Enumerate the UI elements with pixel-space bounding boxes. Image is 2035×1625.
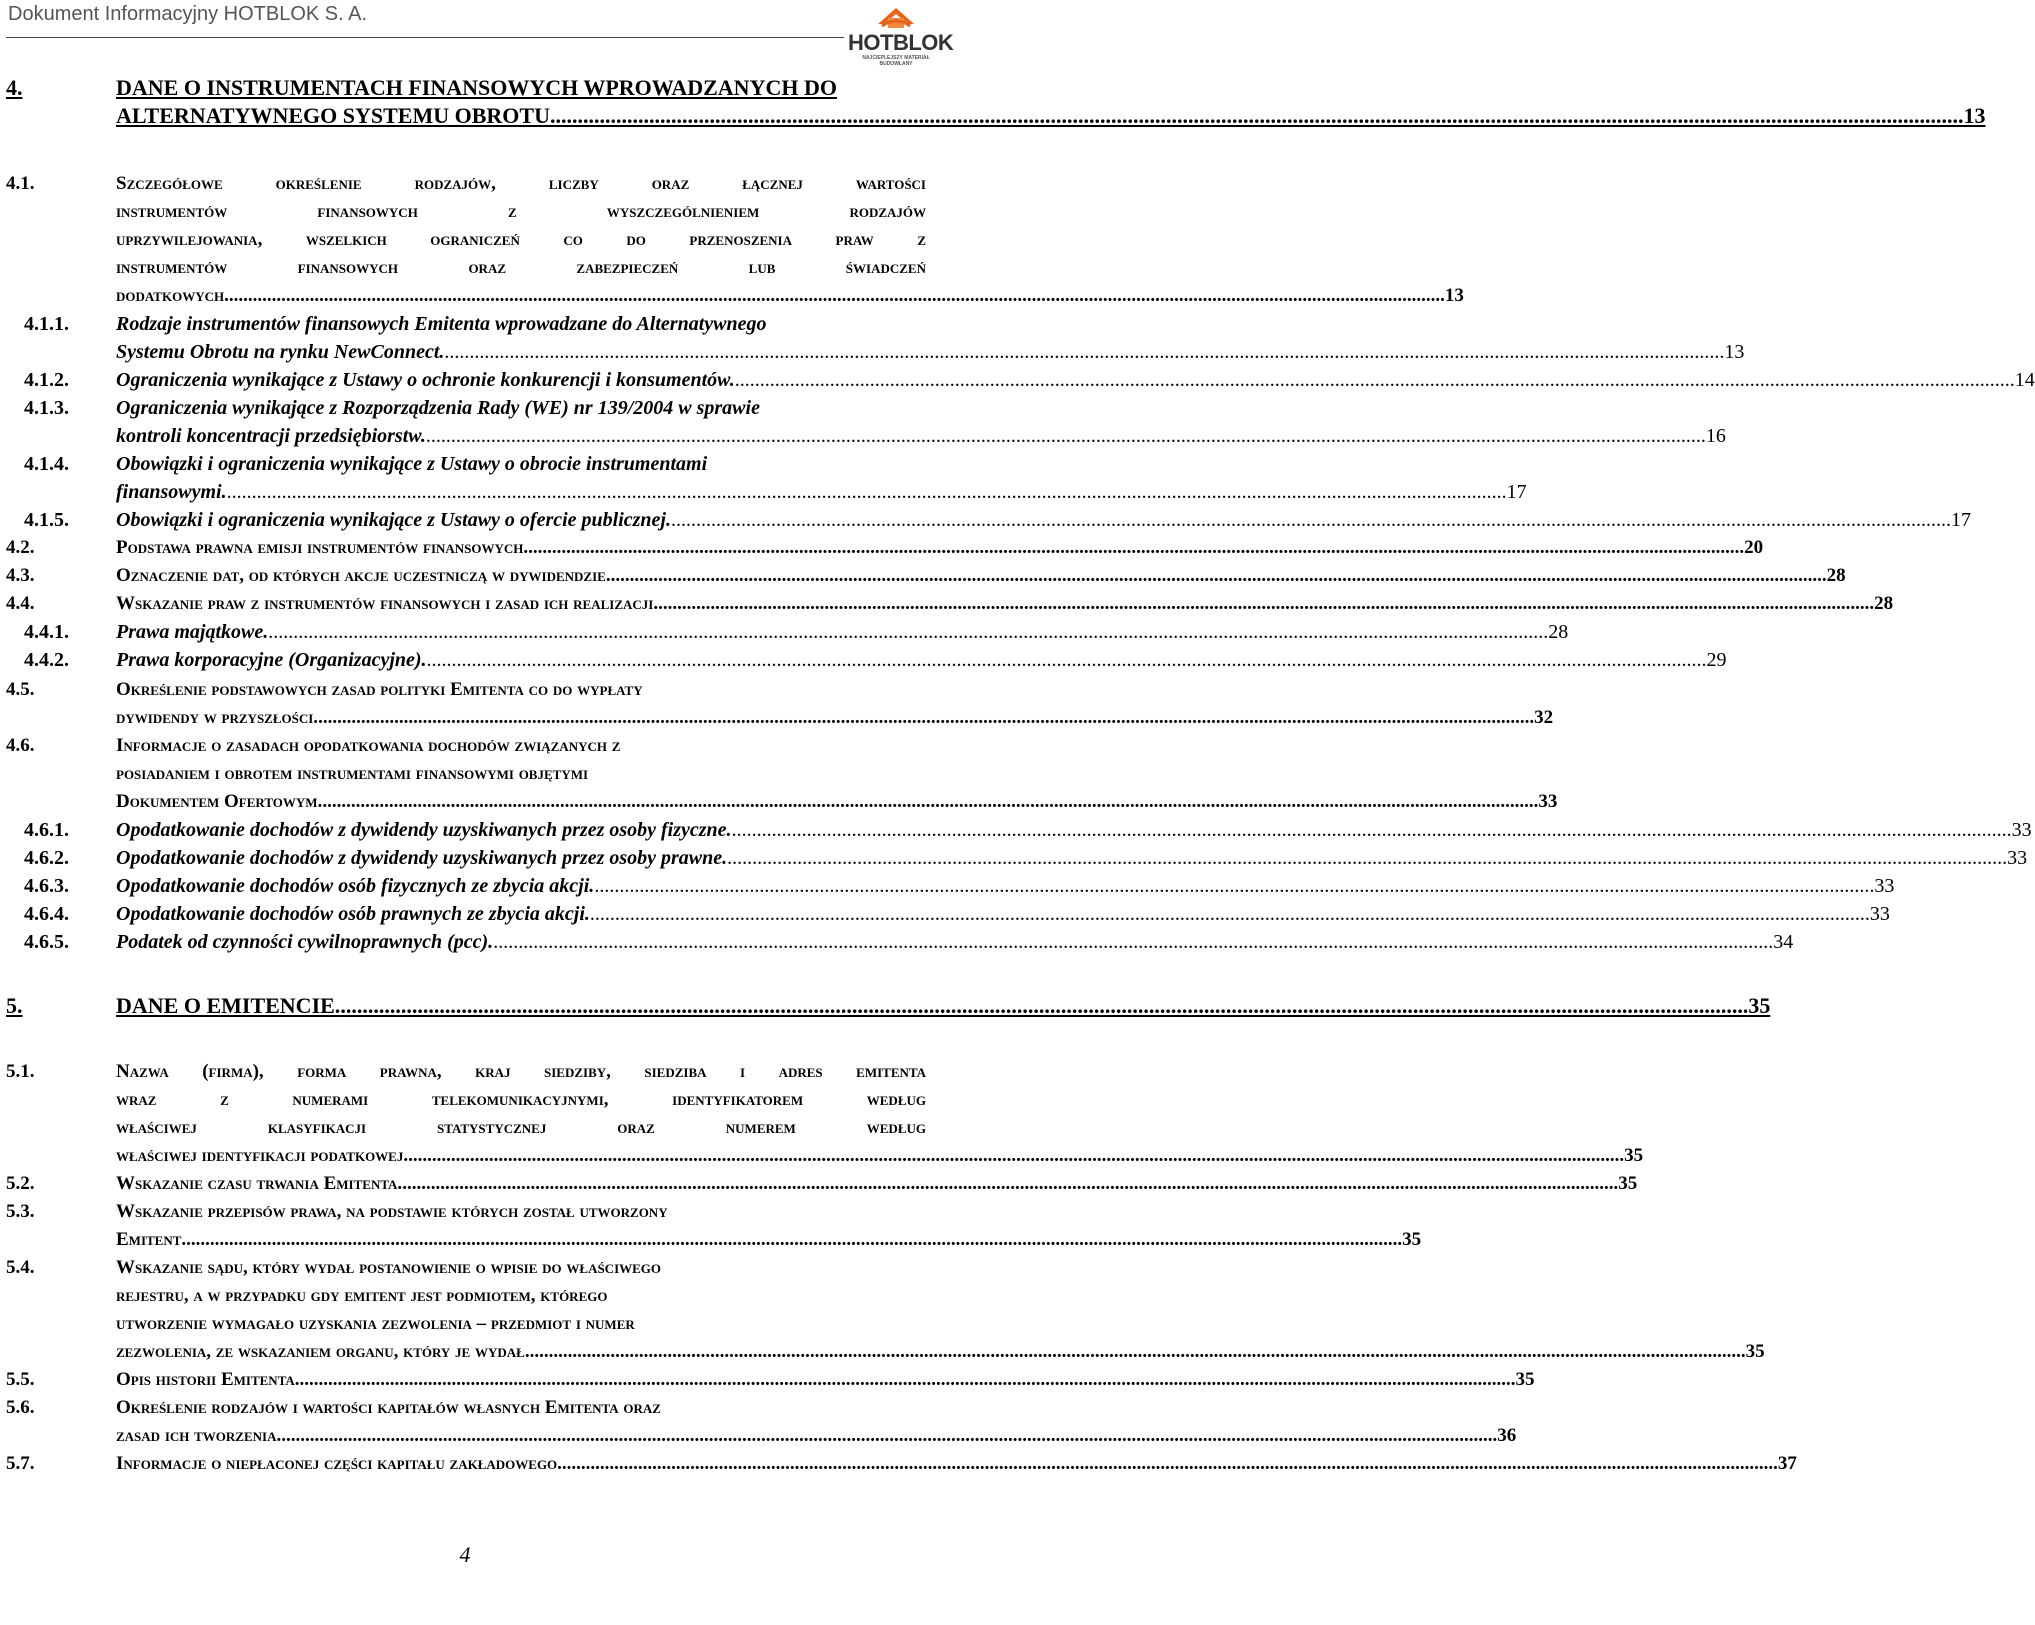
leader-dots [671, 506, 1951, 534]
toc-entry-4-line2: ALTERNATYWNEGO SYSTEMU OBROTU. [116, 103, 556, 128]
toc-entry-5-7-text: Informacje o niepłaconej części kapitału zakładowego. [116, 1453, 562, 1474]
toc-page-5-6: 36 [1497, 1425, 1517, 1446]
toc-number-4-6-2: 4.6.2. [24, 847, 69, 869]
toc-page-4-6-5: 34 [1773, 931, 1794, 953]
toc-entry-4-6[interactable] [116, 788, 1558, 816]
toc-entry-4-1-line4[interactable]: instrumentów finansowych oraz zabezpieczeń lub świadczeń [116, 257, 926, 278]
toc-entry-4-line1[interactable]: DANE O INSTRUMENTACH FINANSOWYCH WPROWADZANYCH DO [116, 75, 837, 100]
toc-entry-4-1-4[interactable] [116, 478, 1527, 506]
toc-entry-4-4-text: Wskazanie praw z instrumentów finansowych i zasad ich realizacji. [116, 593, 659, 614]
toc-entry-4-1-2[interactable] [116, 366, 2035, 394]
toc-page-4-6-3: 33 [1874, 875, 1895, 897]
toc-page-4: 13 [1963, 103, 1986, 128]
toc-entry-5-3[interactable] [116, 1226, 1422, 1254]
toc-number-4-1-2: 4.1.2. [24, 369, 69, 391]
toc-entry-4-2[interactable] [116, 534, 1764, 562]
toc-number-4-4-2: 4.4.2. [24, 649, 69, 671]
toc-number-5-3: 5.3. [6, 1201, 35, 1222]
toc-entry-5-4[interactable] [116, 1338, 1765, 1366]
toc-entry-4-5-line2: dywidendy w przyszłości. [116, 707, 319, 728]
toc-number-4-4: 4.4. [6, 593, 35, 614]
toc-entry-4-1-5[interactable] [116, 506, 1971, 534]
toc-page-4-4-1: 28 [1548, 621, 1569, 643]
toc-number-4-6-1: 4.6.1. [24, 819, 69, 841]
toc-number-5-2: 5.2. [6, 1173, 35, 1194]
toc-page-4-6: 33 [1538, 791, 1558, 812]
toc-entry-4-1-3-line1[interactable]: Ograniczenia wynikające z Rozporządzenia Rady (WE) nr 139/2004 w sprawie [116, 397, 760, 419]
header-divider [6, 37, 844, 38]
toc-entry-4-4-1[interactable] [116, 618, 1569, 646]
toc-page-5-7: 37 [1777, 1453, 1797, 1474]
toc-page-4-1-5: 17 [1951, 509, 1971, 531]
toc-entry-4-1-line3[interactable]: uprzywilejowania, wszelkich ograniczeń co do przenoszenia praw z [116, 229, 926, 250]
toc-number-4-1-3: 4.1.3. [24, 397, 69, 419]
toc-page-4-1-1: 13 [1724, 341, 1745, 363]
leader-dots [227, 478, 1507, 506]
toc-entry-5-4-line1[interactable]: Wskazanie sądu, który wydał postanowienie o wpisie do właściwego [116, 1257, 662, 1278]
toc-entry-5-4-line2[interactable]: rejestru, a w przypadku gdy emitent jest podmiotem, którego [116, 1285, 608, 1306]
toc-page-5-5: 35 [1515, 1369, 1535, 1390]
toc-entry-4[interactable] [116, 102, 1986, 130]
toc-entry-4-1[interactable] [116, 282, 1464, 310]
toc-entry-4-6-2[interactable] [116, 844, 2028, 872]
toc-number-4-1-1: 4.1.1. [24, 313, 69, 335]
toc-entry-5-1[interactable] [116, 1142, 1644, 1170]
leader-dots [340, 992, 1748, 1020]
leader-dots [528, 534, 1744, 562]
toc-entry-4-5-line1[interactable]: Określenie podstawowych zasad polityki Emitenta co do wypłaty [116, 679, 643, 700]
toc-entry-4-1-3[interactable] [116, 422, 1726, 450]
toc-entry-4-1-4-line2: finansowymi. [116, 481, 227, 503]
leader-dots [444, 338, 1724, 366]
toc-entry-5-7[interactable] [116, 1450, 1797, 1478]
toc-entry-5-4-line4: zezwolenia, ze wskazaniem organu, który je wydał. [116, 1341, 530, 1362]
toc-entry-4-2-text: Podstawa prawna emisji instrumentów finansowych. [116, 537, 529, 558]
toc-entry-4-5[interactable] [116, 704, 1554, 732]
toc-number-4: 4. [6, 75, 23, 100]
leader-dots [300, 1366, 1516, 1394]
toc-page-4-5: 32 [1534, 707, 1554, 728]
toc-page-5-3: 35 [1402, 1229, 1422, 1250]
leader-dots [426, 422, 1706, 450]
leader-dots [735, 366, 2015, 394]
toc-entry-4-6-line1[interactable]: Informacje o zasadach opodatkowania dochodów związanych z [116, 735, 621, 756]
toc-number-4-5: 4.5. [6, 679, 35, 700]
toc-entry-4-3[interactable] [116, 562, 1846, 590]
leader-dots [318, 704, 1534, 732]
logo-tagline: NAJCIEPLEJSZY MATERIAŁ BUDOWLANY [862, 55, 930, 67]
toc-page-4-6-1: 33 [2011, 819, 2032, 841]
toc-page-5-1: 35 [1624, 1145, 1644, 1166]
toc-number-4-3: 4.3. [6, 565, 35, 586]
toc-page-4-3: 28 [1826, 565, 1846, 586]
leader-dots [322, 788, 1538, 816]
toc-entry-4-1-3-line2: kontroli koncentracji przedsiębiorstw. [116, 425, 426, 447]
toc-entry-4-1-1-line1[interactable]: Rodzaje instrumentów finansowych Emitenta wprowadzane do Alternatywnego [116, 313, 767, 335]
toc-number-5-1: 5.1. [6, 1061, 35, 1082]
document-header-title: Dokument Informacyjny HOTBLOK S. A. [8, 3, 368, 25]
leader-dots [493, 928, 1773, 956]
toc-number-4-6-4: 4.6.4. [24, 903, 69, 925]
toc-entry-4-1-4-line1[interactable]: Obowiązki i ograniczenia wynikające z Ustawy o obrocie instrumentami [116, 453, 708, 475]
leader-dots [727, 844, 2007, 872]
leader-dots [427, 646, 1707, 674]
toc-page-5-2: 35 [1618, 1173, 1638, 1194]
toc-page-5: 35 [1748, 993, 1771, 1018]
leader-dots [281, 1422, 1497, 1450]
toc-page-5-4: 35 [1745, 1341, 1765, 1362]
toc-entry-4-6-1-text: Opodatkowanie dochodów z dywidendy uzyskiwanych przez osoby fizyczne. [116, 819, 732, 841]
toc-number-4-1: 4.1. [6, 173, 35, 194]
toc-entry-5-2[interactable] [116, 1170, 1638, 1198]
toc-entry-4-6-5[interactable] [116, 928, 1794, 956]
toc-number-5-6: 5.6. [6, 1397, 35, 1418]
toc-entry-4-6-4-text: Opodatkowanie dochodów osób prawnych ze zbycia akcji. [116, 903, 590, 925]
toc-entry-4-1-line1[interactable]: Szczegółowe określenie rodzajów, liczby oraz łącznej wartości [116, 173, 926, 194]
leader-dots [732, 816, 2012, 844]
leader-dots [408, 1142, 1624, 1170]
toc-entry-5-4-line3[interactable]: utworzenie wymagało uzyskania zezwolenia – przedmiot i numer [116, 1313, 635, 1334]
toc-number-5-4: 5.4. [6, 1257, 35, 1278]
toc-entry-5-1-line2[interactable]: wraz z numerami telekomunikacyjnymi, identyfikatorem według [116, 1089, 926, 1110]
toc-page-4-2: 20 [1744, 537, 1764, 558]
toc-entry-4-6-1[interactable] [116, 816, 2032, 844]
leader-dots [611, 562, 1827, 590]
toc-entry-5-6-line2: zasad ich tworzenia. [116, 1425, 282, 1446]
leader-dots [658, 590, 1874, 618]
toc-number-4-1-4: 4.1.4. [24, 453, 69, 475]
toc-entry-5-5[interactable] [116, 1366, 1535, 1394]
toc-entry-5-3-line1[interactable]: Wskazanie przepisów prawa, na podstawie których został utworzony [116, 1201, 668, 1222]
leader-dots [594, 872, 1874, 900]
leader-dots [562, 1450, 1778, 1478]
toc-entry-4-6-3[interactable] [116, 872, 1895, 900]
toc-entry-4-1-line2[interactable]: instrumentów finansowych z wyszczególnieniem rodzajów [116, 201, 926, 222]
toc-entry-4-6-5-text: Podatek od czynności cywilnoprawnych (pcc). [116, 931, 494, 953]
toc-entry-4-4-2-text: Prawa korporacyjne (Organizacyjne). [116, 649, 427, 671]
toc-page-4-1-3: 16 [1705, 425, 1726, 447]
toc-entry-5-1-line1[interactable]: Nazwa (firma), forma prawna, kraj siedziby, siedziba i adres emitenta [116, 1061, 926, 1082]
toc-page-4-1-2: 14 [2014, 369, 2035, 391]
toc-entry-4-3-text: Oznaczenie dat, od których akcje uczestniczą w dywidendzie. [116, 565, 611, 586]
leader-dots [268, 618, 1548, 646]
toc-page-4-4-2: 29 [1706, 649, 1727, 671]
toc-entry-4-4-2[interactable] [116, 646, 1727, 674]
toc-number-4-6-5: 4.6.5. [24, 931, 69, 953]
toc-entry-4-6-line2[interactable]: posiadaniem i obrotem instrumentami finansowymi objętymi [116, 763, 589, 784]
leader-dots [186, 1226, 1402, 1254]
leader-dots [555, 102, 1963, 130]
toc-entry-4-6-3-text: Opodatkowanie dochodów osób fizycznych ze zbycia akcji. [116, 875, 595, 897]
toc-entry-5-5-text: Opis historii Emitenta. [116, 1369, 300, 1390]
toc-number-4-1-5: 4.1.5. [24, 509, 69, 531]
toc-entry-4-6-2-text: Opodatkowanie dochodów z dywidendy uzyskiwanych przez osoby prawne. [116, 847, 728, 869]
leader-dots [530, 1338, 1746, 1366]
toc-number-4-6: 4.6. [6, 735, 35, 756]
toc-number-4-4-1: 4.4.1. [24, 621, 69, 643]
leader-dots [590, 900, 1870, 928]
toc-entry-5-text: DANE O EMITENCIE. [116, 993, 341, 1018]
toc-entry-4-4-1-text: Prawa majątkowe. [116, 621, 269, 643]
toc-number-5: 5. [6, 993, 23, 1018]
toc-entry-5-1-line4: właściwej identyfikacji podatkowej. [116, 1145, 409, 1166]
toc-number-5-7: 5.7. [6, 1453, 35, 1474]
toc-entry-5-2-text: Wskazanie czasu trwania Emitenta. [116, 1173, 403, 1194]
leader-dots [229, 282, 1445, 310]
toc-entry-4-1-1-line2: Systemu Obrotu na rynku NewConnect. [116, 341, 445, 363]
toc-page-4-1: 13 [1444, 285, 1464, 306]
toc-number-4-2: 4.2. [6, 537, 35, 558]
toc-entry-4-1-5-text: Obowiązki i ograniczenia wynikające z Ustawy o ofercie publicznej. [116, 509, 671, 531]
toc-page-4-6-4: 33 [1869, 903, 1890, 925]
toc-entry-4-6-line3: Dokumentem Ofertowym. [116, 791, 323, 812]
toc-number-5-5: 5.5. [6, 1369, 35, 1390]
toc-entry-4-1-2-text: Ograniczenia wynikające z Ustawy o ochronie konkurencji i konsumentów. [116, 369, 735, 391]
toc-entry-5-3-line2: Emitent. [116, 1229, 187, 1250]
toc-entry-5-1-line3[interactable]: właściwej klasyfikacji statystycznej oraz numerem według [116, 1117, 926, 1138]
toc-entry-5-6-line1[interactable]: Określenie rodzajów i wartości kapitałów własnych Emitenta oraz [116, 1397, 661, 1418]
toc-entry-4-1-1[interactable] [116, 338, 1745, 366]
toc-entry-4-1-line5: dodatkowych. [116, 285, 229, 306]
toc-number-4-6-3: 4.6.3. [24, 875, 69, 897]
toc-entry-4-4[interactable] [116, 590, 1894, 618]
toc-entry-4-6-4[interactable] [116, 900, 1890, 928]
logo-text: HOTBLOK [848, 30, 954, 55]
toc-page-4-4: 28 [1874, 593, 1894, 614]
leader-dots [402, 1170, 1618, 1198]
page-number: 4 [459, 1542, 471, 1567]
toc-entry-5[interactable] [116, 992, 1771, 1020]
toc-entry-5-6[interactable] [116, 1422, 1517, 1450]
toc-page-4-6-2: 33 [2007, 847, 2028, 869]
toc-page-4-1-4: 17 [1506, 481, 1527, 503]
